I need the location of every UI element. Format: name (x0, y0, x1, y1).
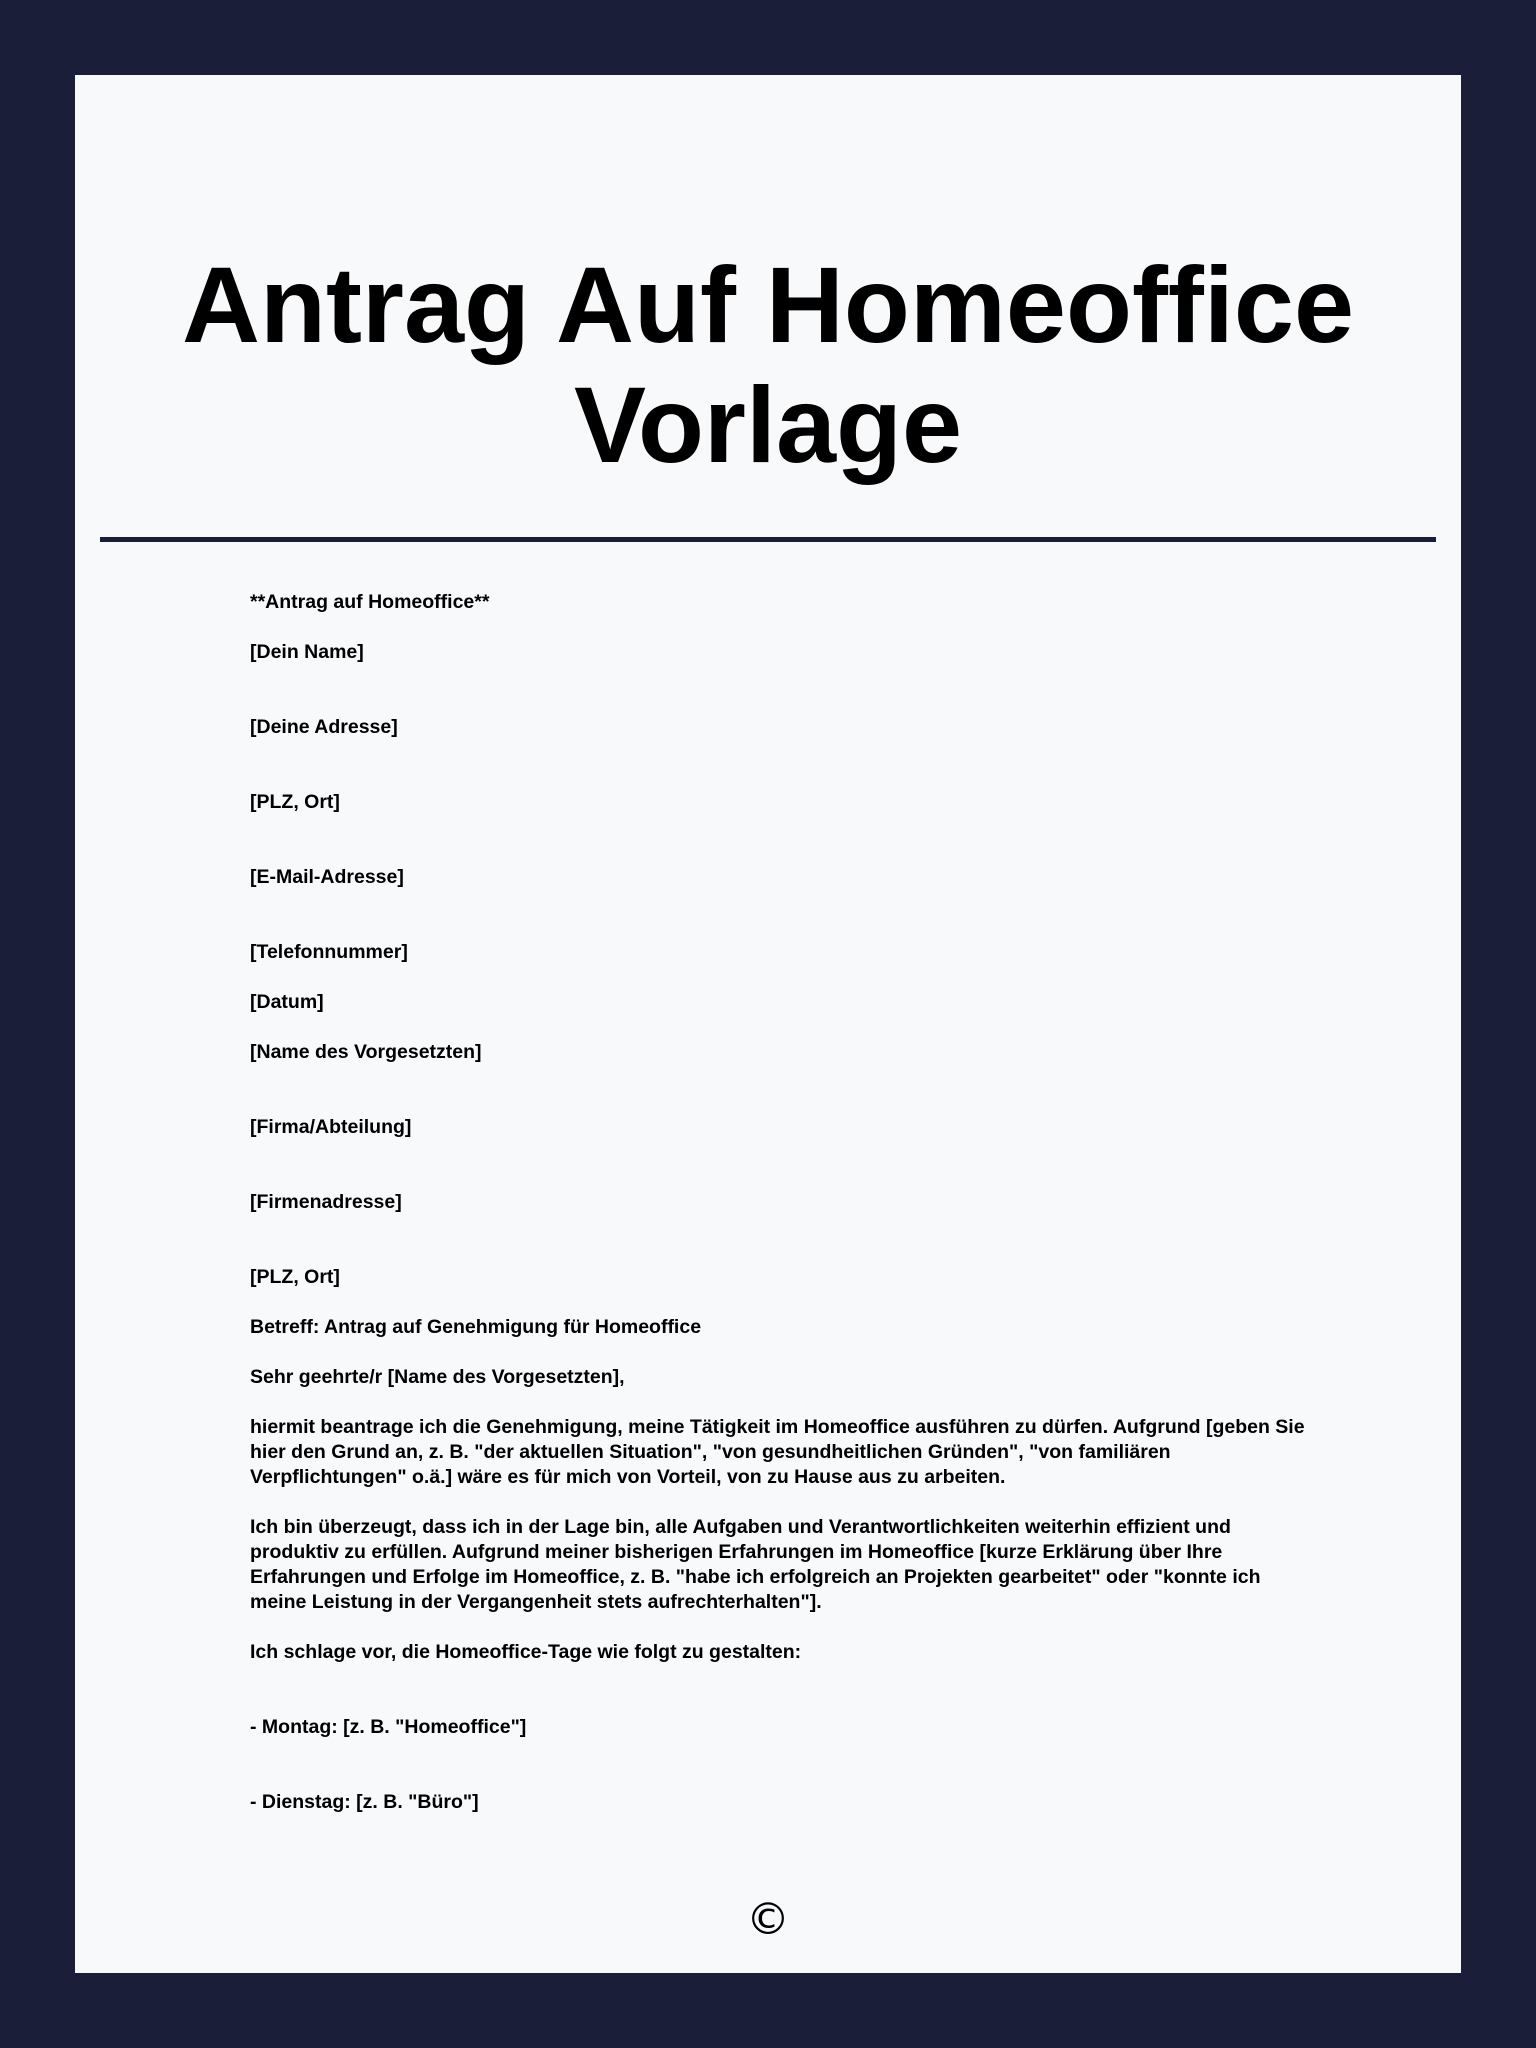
recipient-name: [Name des Vorgesetzten] (250, 1041, 482, 1063)
letter-heading: **Antrag auf Homeoffice** (250, 591, 490, 613)
copyright-icon: © (746, 1894, 790, 1945)
body-paragraph: Ich schlage vor, die Homeoffice-Tage wie folgt zu gestalten: (250, 1641, 802, 1663)
recipient-address: [Firmenadresse] (250, 1191, 402, 1213)
recipient-city: [PLZ, Ort] (250, 1266, 340, 1288)
letter-date: [Datum] (250, 991, 324, 1013)
document-page (75, 75, 1461, 1973)
schedule-item: - Dienstag: [z. B. "Büro"] (250, 1791, 479, 1813)
body-paragraph: Ich bin überzeugt, dass ich in der Lage bin, alle Aufgaben und Verantwortlichkeiten weiterhin effizient und produktiv zu erfüllen. Aufgrund meiner bisherigen Erfahrungen im Homeoffice [kurze Erklärung über Ihre Erfahrungen und Erfolge im Homeoffice, z. B. "habe ich erfolgreich an Projekten gearbeitet" oder "konnte ich meine Leistung in der Vergangenheit stets aufrechterhalten"]. (250, 1516, 1261, 1613)
sender-phone: [Telefonnummer] (250, 941, 408, 963)
body-paragraph: hiermit beantrage ich die Genehmigung, meine Tätigkeit im Homeoffice ausführen zu dürfen. Aufgrund [geben Sie hier den Grund an, z. B. "der aktuellen Situation", "von gesundheitlichen Gründen", "von familiären Verpflichtungen" o.ä.] wäre es für mich von Vorteil, von zu Hause aus zu arbeiten. (250, 1416, 1305, 1488)
sender-address: [Deine Adresse] (250, 716, 398, 738)
letter-salutation: Sehr geehrte/r [Name des Vorgesetzten], (250, 1366, 625, 1388)
letter-subject: Betreff: Antrag auf Genehmigung für Homeoffice (250, 1316, 702, 1338)
sender-name: [Dein Name] (250, 641, 364, 663)
sender-email: [E-Mail-Adresse] (250, 866, 404, 888)
page-title: Antrag Auf Homeoffice Vorlage (181, 244, 1355, 485)
title-divider (100, 537, 1436, 542)
sender-city: [PLZ, Ort] (250, 791, 340, 813)
schedule-item: - Montag: [z. B. "Homeoffice"] (250, 1716, 527, 1738)
recipient-company: [Firma/Abteilung] (250, 1116, 412, 1138)
